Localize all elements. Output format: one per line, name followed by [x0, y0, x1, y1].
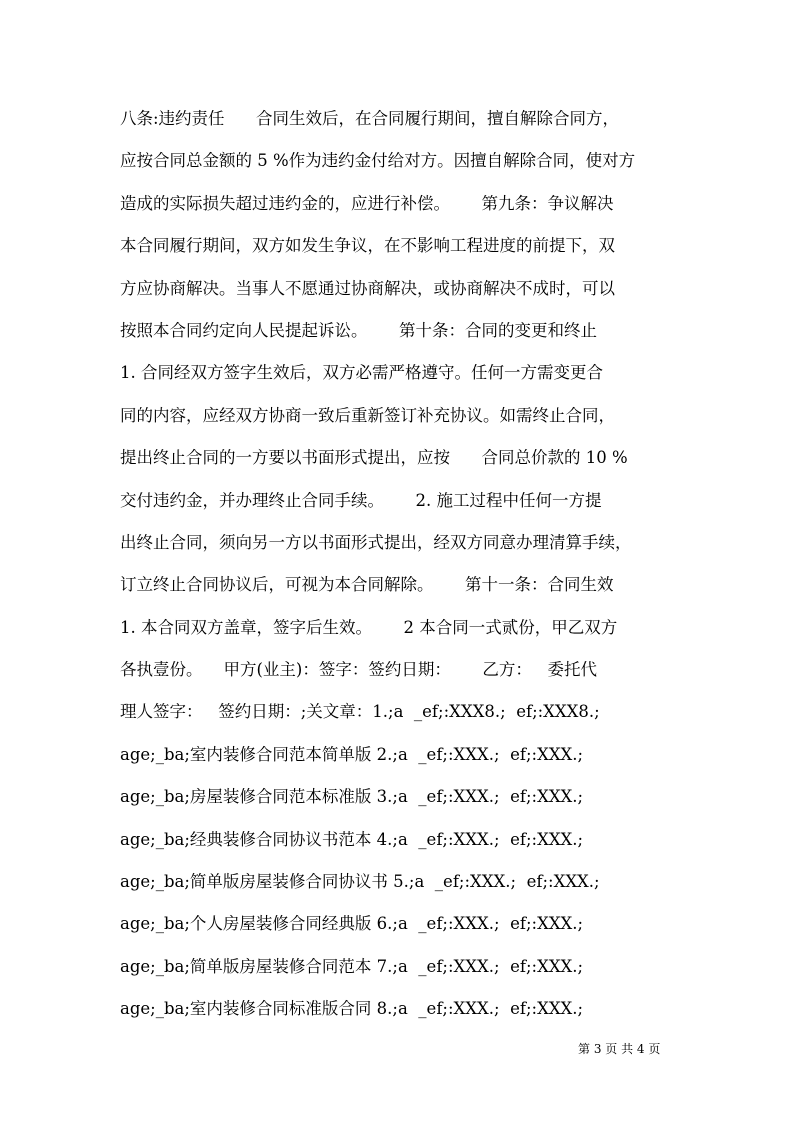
text-line: age;_ba;室内装修合同标准版合同 8.;a _ef;:XXX.; ef;:XXX.; [120, 999, 584, 1019]
text-line: age;_ba;室内装修合同范本简单版 2.;a _ef;:XXX.; ef;:XXX.; [120, 744, 584, 764]
text-line: age;_ba;简单版房屋装修合同协议书 5.;a _ef;:XXX.; ef;:XXX.; [120, 872, 600, 892]
contract-body-text [120, 98, 690, 1031]
text-line: 理人签字： 签约日期：;关文章：1.;a _ef;:XXX8.; ef;:XXX8.; [120, 702, 600, 722]
text-line: 交付违约金，并办理终止合同手续。 2. 施工过程中任何一方提 [120, 490, 602, 510]
text-line: age;_ba;简单版房屋装修合同范本 7.;a _ef;:XXX.; ef;:XXX.; [120, 956, 584, 976]
text-line: age;_ba;个人房屋装修合同经典版 6.;a _ef;:XXX.; ef;:XXX.; [120, 914, 584, 934]
text-line: 本合同履行期间，双方如发生争议，在不影响工程进度的前提下，双 [120, 236, 615, 256]
text-line: 1. 本合同双方盖章，签字后生效。 2 本合同一式贰份，甲乙双方 [120, 617, 618, 637]
text-line: 方应协商解决。当事人不愿通过协商解决，或协商解决不成时，可以 [120, 278, 615, 298]
text-line: 同的内容，应经双方协商一致后重新签订补充协议。如需终止合同， [120, 405, 615, 425]
text-line: 提出终止合同的一方要以书面形式提出，应按 合同总价款的 10 % [120, 448, 628, 468]
text-line: age;_ba;经典装修合同协议书范本 4.;a _ef;:XXX.; ef;:XXX.; [120, 829, 584, 849]
text-line: 各执壹份。 甲方(业主)：签字：签约日期： 乙方： 委托代 [120, 660, 598, 680]
text-line: 按照本合同约定向人民提起诉讼。 第十条：合同的变更和终止 [120, 320, 597, 340]
text-line: 1. 合同经双方签字生效后，双方必需严格遵守。任何一方需变更合 [120, 363, 603, 383]
text-line: 出终止合同，须向另一方以书面形式提出，经双方同意办理清算手续， [120, 532, 632, 552]
text-line: 造成的实际损失超过违约金的，应进行补偿。 第九条：争议解决 [120, 193, 614, 213]
text-line: age;_ba;房屋装修合同范本标准版 3.;a _ef;:XXX.; ef;:XXX.; [120, 787, 584, 807]
text-line: 订立终止合同协议后，可视为本合同解除。 第十一条：合同生效 [120, 575, 614, 595]
text-line: 八条:违约责任 合同生效后，在合同履行期间，擅自解除合同方， [120, 109, 620, 128]
page-number-footer: 第 3 页 共 4 页 [578, 1042, 661, 1056]
text-line: 应按合同总金额的 5 %作为违约金付给对方。因擅自解除合同，使对方 [120, 151, 636, 171]
